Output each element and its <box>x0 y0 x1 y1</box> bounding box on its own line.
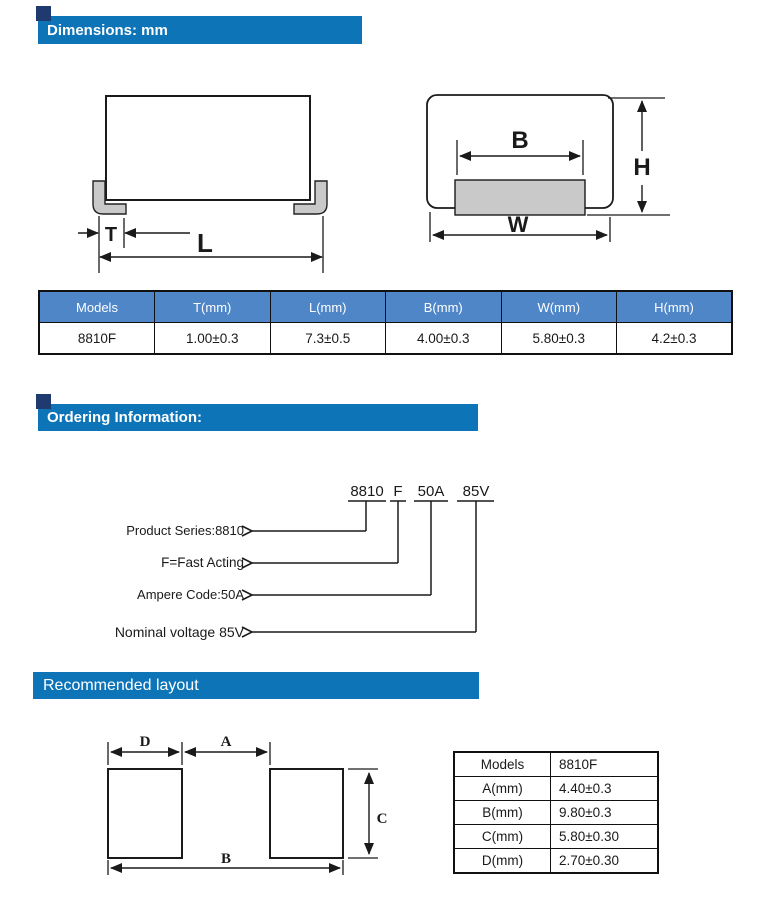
layout-c-value: 5.80±0.30 <box>551 825 659 849</box>
col-header-w: W(mm) <box>501 291 617 323</box>
col-header-h: H(mm) <box>617 291 733 323</box>
dimensions-table-header-row <box>39 291 732 323</box>
dim-label-H: H <box>633 154 651 181</box>
side-view-drawing <box>420 85 690 250</box>
dim-label-L: L <box>197 228 213 258</box>
corner-square-decoration <box>36 394 51 409</box>
code-voltage: 85V <box>462 483 490 500</box>
ordering-label-series: Product Series:8810 <box>126 523 244 538</box>
col-header-models: Models <box>39 291 155 323</box>
layout-b-label: B(mm) <box>454 801 551 825</box>
ordering-label-ampere: Ampere Code:50A <box>137 587 244 602</box>
layout-d-value: 2.70±0.30 <box>551 849 659 874</box>
dimensions-table-data-row <box>39 323 732 355</box>
col-header-t: T(mm) <box>155 291 271 323</box>
section-title-ordering: Ordering Information: <box>47 409 202 426</box>
layout-d-label: D(mm) <box>454 849 551 874</box>
dimensions-table <box>38 290 733 355</box>
cell-model: 8810F <box>39 323 155 355</box>
section-title-dimensions: Dimensions: mm <box>47 21 168 39</box>
fuse-body-front <box>106 96 310 200</box>
section-title-layout: Recommended layout <box>43 676 199 694</box>
dim-label-B2: B <box>220 851 232 867</box>
cell-w-value: 5.80±0.3 <box>501 323 617 355</box>
layout-models-label: Models <box>454 752 551 777</box>
cell-t-value: 1.00±0.3 <box>155 323 271 355</box>
dim-label-D: D <box>139 734 151 750</box>
layout-a-label: A(mm) <box>454 777 551 801</box>
dim-label-C: C <box>376 811 388 827</box>
code-speed: F <box>393 483 403 500</box>
ordering-code-diagram <box>100 460 520 660</box>
front-view-drawing <box>60 85 340 280</box>
table-row <box>454 752 658 777</box>
pad-layout-drawing <box>80 725 400 885</box>
code-ampere: 50A <box>417 483 445 500</box>
terminal-bar <box>455 180 585 215</box>
section-bar-layout <box>33 672 479 699</box>
layout-models-value: 8810F <box>551 752 659 777</box>
table-row <box>454 801 658 825</box>
dim-label-T: T <box>104 224 118 246</box>
layout-c-label: C(mm) <box>454 825 551 849</box>
pad-left <box>108 769 182 858</box>
ordering-label-speed: F=Fast Acting <box>161 555 244 570</box>
cell-h-value: 4.2±0.3 <box>617 323 733 355</box>
table-row <box>454 777 658 801</box>
section-bar-dimensions <box>38 16 362 44</box>
cell-l-value: 7.3±0.5 <box>270 323 386 355</box>
layout-b-value: 9.80±0.3 <box>551 801 659 825</box>
pad-right <box>270 769 343 858</box>
corner-square-decoration <box>36 6 51 21</box>
layout-table <box>453 751 659 874</box>
col-header-l: L(mm) <box>270 291 386 323</box>
table-row <box>454 825 658 849</box>
cell-b-value: 4.00±0.3 <box>386 323 502 355</box>
dim-label-A: A <box>220 734 232 750</box>
dim-label-W: W <box>507 212 529 237</box>
ordering-label-voltage: Nominal voltage 85V <box>114 624 244 640</box>
code-series: 8810 <box>350 483 384 500</box>
section-bar-ordering <box>38 404 478 431</box>
col-header-b: B(mm) <box>386 291 502 323</box>
layout-a-value: 4.40±0.3 <box>551 777 659 801</box>
table-row <box>454 849 658 874</box>
dim-label-B: B <box>511 127 529 154</box>
